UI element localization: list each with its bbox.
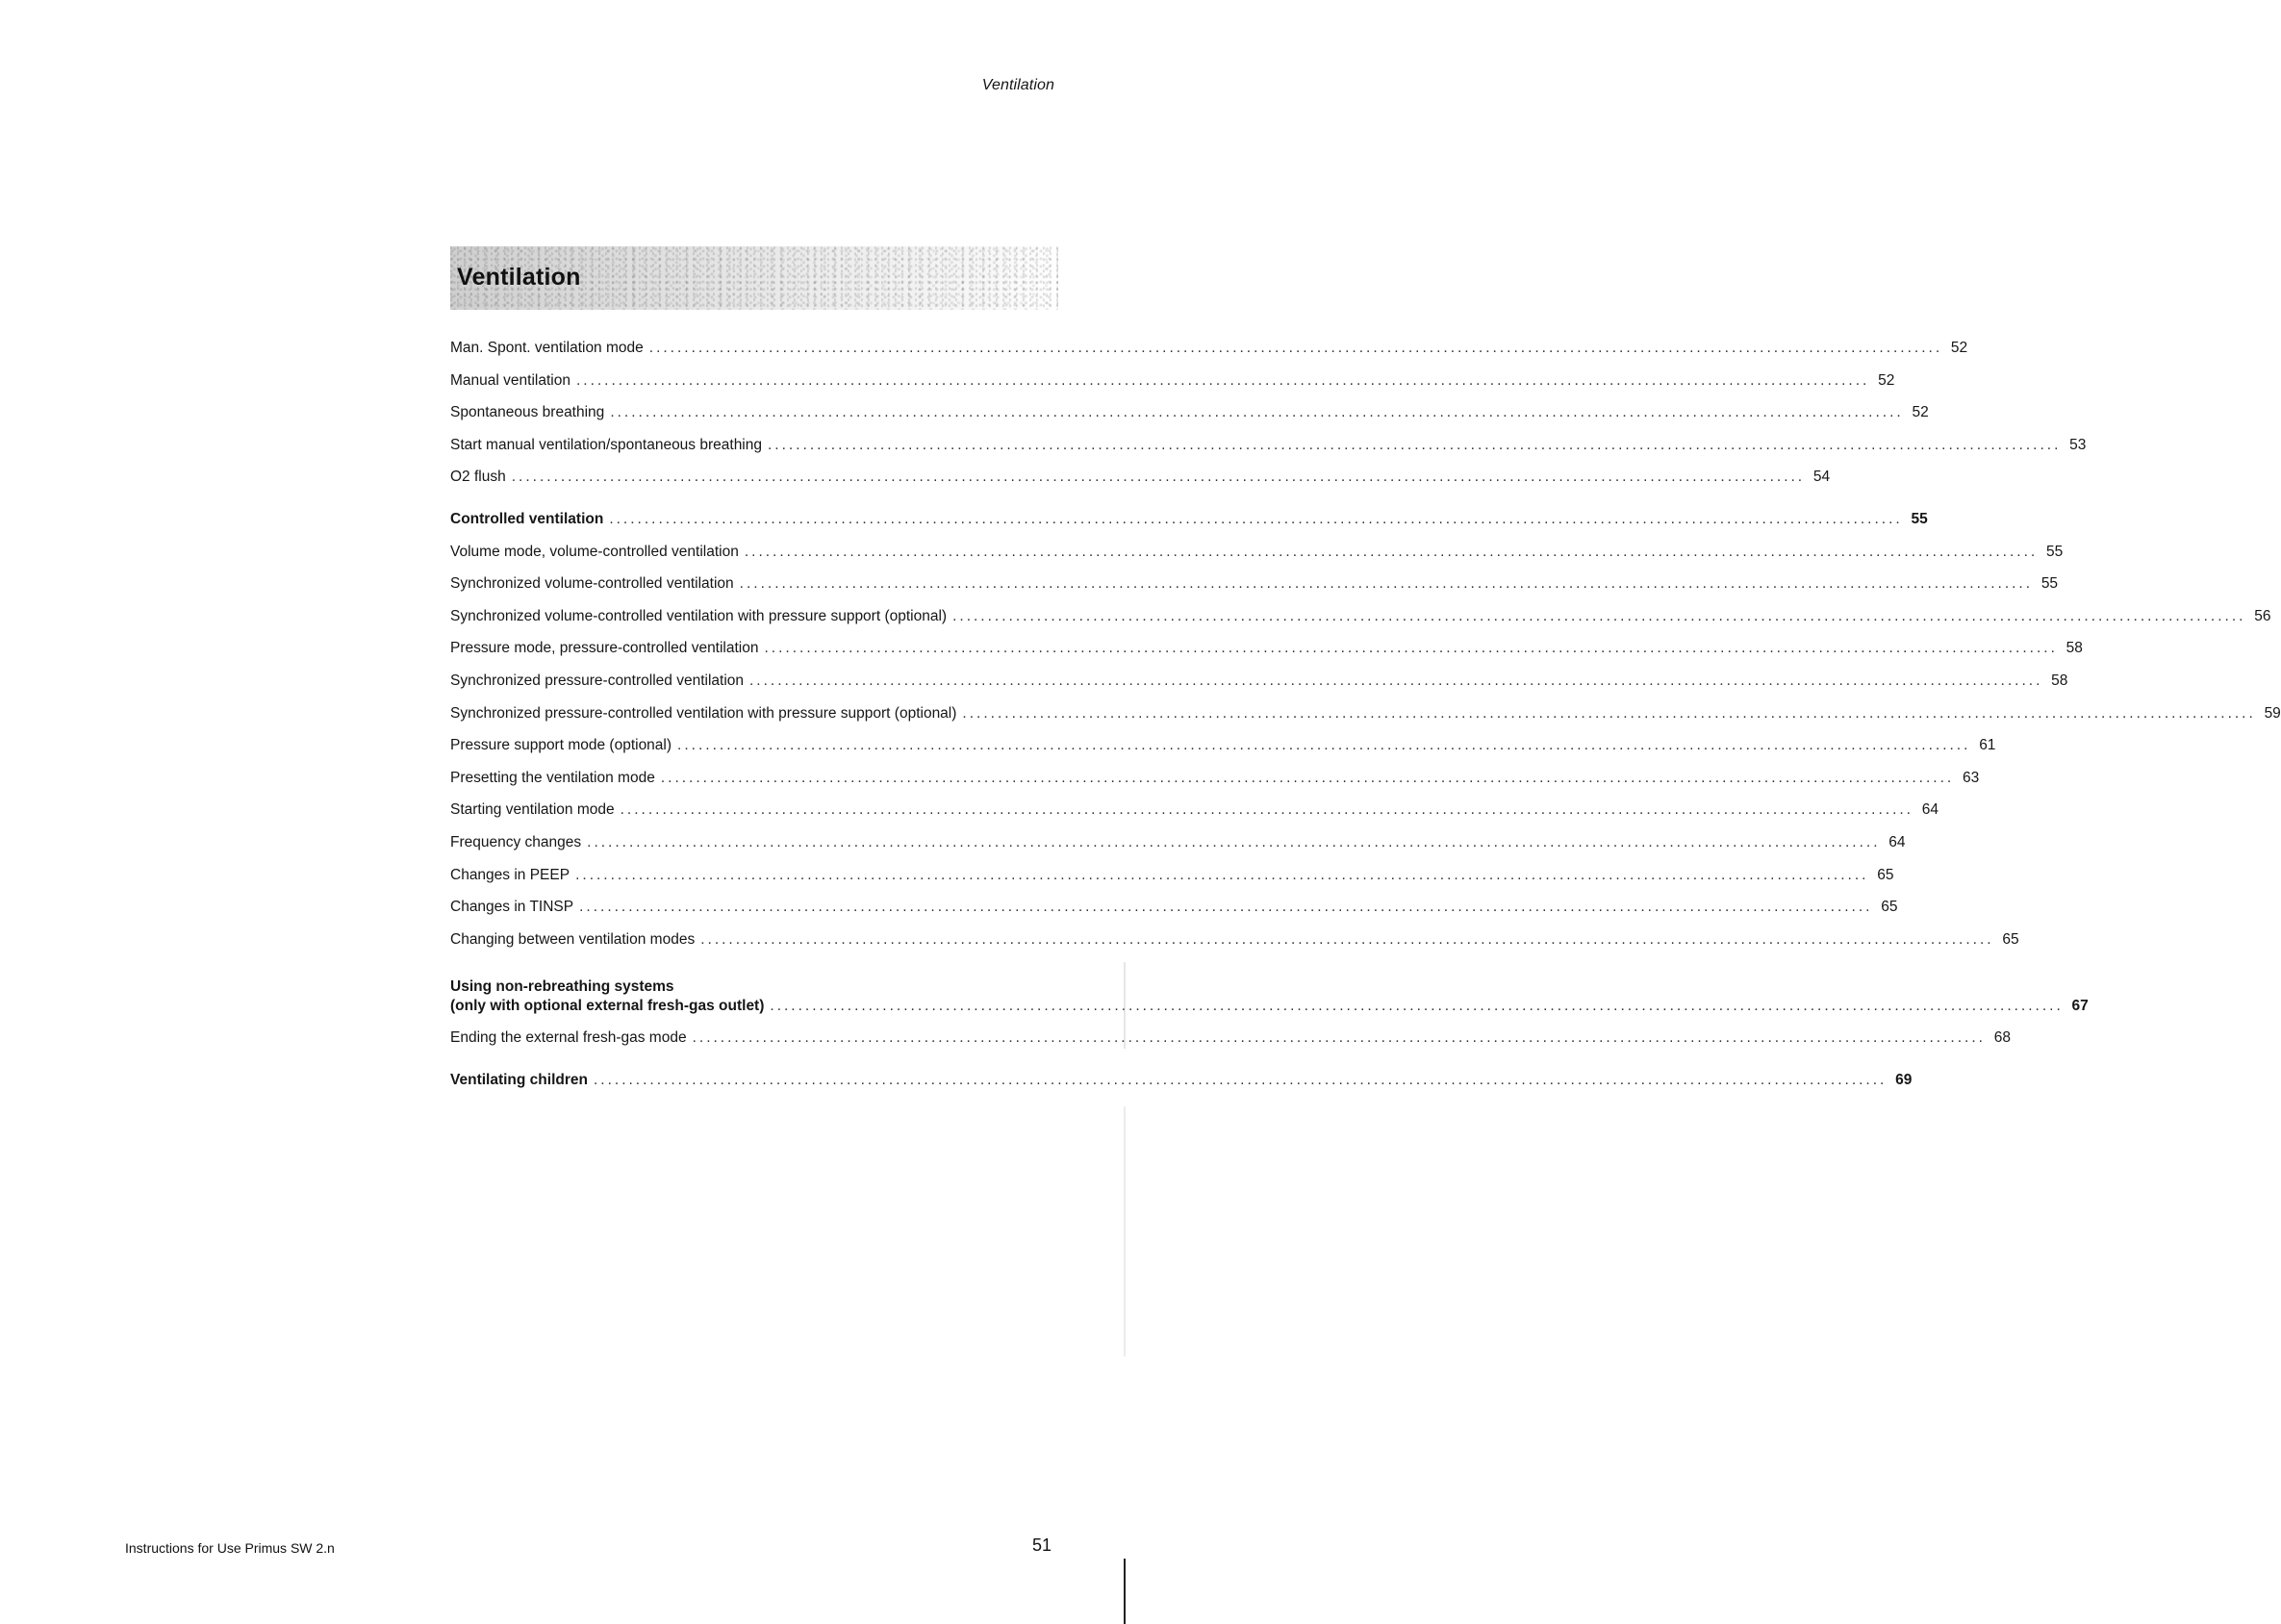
toc-entry-label: Ventilating children [450, 1071, 588, 1088]
toc-entry-label: O2 flush [450, 469, 506, 486]
toc-leader-dots [770, 997, 2063, 1016]
toc-entry-page: 58 [2066, 640, 2083, 657]
toc-entry-page: 55 [2040, 575, 2059, 593]
toc-leader-dots [576, 371, 1869, 391]
toc-entry-page: 55 [2045, 543, 2064, 560]
toc-leader-dots [740, 574, 2033, 594]
toc-leader-dots [749, 672, 2042, 691]
toc-entry-page: 69 [1895, 1071, 1913, 1088]
toc-leader-dots [512, 468, 1805, 487]
toc-entry-label: Spontaneous breathing [450, 404, 605, 421]
toc-entry[interactable] [450, 866, 1894, 899]
toc-entry-label-line1: Using non-rebreathing systems [450, 978, 674, 996]
toc-entry-page: 59 [2264, 704, 2281, 722]
toc-entry-label: Changes in PEEP [450, 866, 570, 883]
toc-leader-dots [575, 866, 1868, 885]
toc-entry-label: Controlled ventilation [450, 510, 604, 527]
footer-document-title: Instructions for Use Primus SW 2.n [125, 1540, 335, 1556]
toc-entry[interactable] [450, 769, 1980, 801]
toc-entry-label: Synchronized volume-controlled ventilation with pressure support (optional) [450, 607, 948, 624]
toc-entry-page: 65 [2002, 930, 2019, 948]
toc-entry-page: 64 [1921, 801, 1939, 819]
toc-leader-dots [768, 436, 2061, 455]
toc-entry-page: 52 [1950, 340, 1968, 356]
toc-entry[interactable] [450, 833, 1906, 866]
toc-leader-dots [693, 1028, 1986, 1048]
toc-entry[interactable] [450, 898, 1898, 930]
toc-leader-dots [594, 1071, 1887, 1090]
toc-entry-page: 68 [1993, 1029, 2011, 1047]
table-of-contents [450, 339, 2281, 1103]
toc-leader-dots [661, 769, 1954, 788]
running-header: Ventilation [981, 77, 1054, 93]
scan-edge-mark [1124, 1106, 1126, 1357]
toc-entry-label: Manual ventilation [450, 371, 570, 389]
toc-entry[interactable] [450, 468, 1831, 500]
toc-entry-label: Pressure support mode (optional) [450, 737, 672, 754]
toc-entry[interactable] [450, 930, 2019, 963]
toc-entry-page: 64 [1888, 833, 1906, 850]
toc-entry-label: Synchronized volume-controlled ventilation [450, 575, 734, 593]
toc-leader-dots [587, 833, 1880, 852]
toc-entry[interactable] [450, 800, 1939, 833]
toc-entry[interactable] [450, 574, 2059, 607]
toc-entry-page: 52 [1878, 371, 1895, 389]
toc-entry-heading[interactable] [450, 510, 1928, 543]
toc-leader-dots [952, 607, 2245, 626]
toc-entry-label: Starting ventilation mode [450, 801, 615, 819]
toc-entry-label: Start manual ventilation/spontaneous breathing [450, 436, 762, 453]
toc-leader-dots [765, 639, 2058, 658]
toc-entry[interactable] [450, 543, 2064, 575]
toc-entry[interactable] [450, 1028, 2011, 1061]
toc-entry-label: Frequency changes [450, 833, 582, 850]
toc-entry-label: Ending the external fresh-gas mode [450, 1029, 687, 1047]
footer-page-number: 51 [1031, 1535, 1052, 1555]
toc-leader-dots [962, 704, 2255, 723]
toc-entry[interactable] [450, 371, 1895, 404]
toc-entry-label: Man. Spont. ventilation mode [450, 340, 644, 356]
toc-entry-page: 58 [2051, 672, 2068, 689]
toc-leader-dots [621, 800, 1914, 820]
toc-leader-dots [610, 403, 1903, 422]
toc-entry-page: 65 [1877, 866, 1894, 883]
toc-entry-page: 63 [1962, 769, 1980, 786]
toc-entry-page: 65 [1881, 899, 1898, 916]
toc-leader-dots [745, 543, 2038, 562]
toc-entry-label: Presetting the ventilation mode [450, 769, 655, 786]
scan-edge-mark [1124, 1559, 1126, 1624]
toc-entry-page: 67 [2071, 998, 2089, 1015]
toc-entry-label: Synchronized pressure-controlled ventilation with pressure support (optional) [450, 704, 957, 722]
toc-entry[interactable] [450, 672, 2068, 704]
toc-entry-label [450, 977, 764, 1016]
toc-entry-heading[interactable] [450, 972, 2089, 1028]
toc-entry-page: 53 [2069, 436, 2087, 453]
section-banner [450, 246, 1058, 310]
toc-entry-label: Synchronized pressure-controlled ventilation [450, 672, 744, 689]
toc-entry-page: 55 [1911, 510, 1928, 527]
toc-entry-heading[interactable] [450, 1071, 1913, 1104]
toc-entry-label-line2: (only with optional external fresh-gas outlet) [450, 998, 765, 1015]
toc-entry-label: Changes in TINSP [450, 899, 574, 916]
section-title: Ventilation [457, 264, 581, 291]
toc-leader-dots [677, 736, 1970, 755]
toc-entry[interactable] [450, 639, 2083, 672]
toc-entry-page: 56 [2254, 607, 2271, 624]
toc-entry[interactable] [450, 339, 1968, 371]
toc-entry[interactable] [450, 607, 2271, 640]
toc-entry-label: Volume mode, volume-controlled ventilation [450, 543, 739, 560]
toc-entry-page: 54 [1812, 469, 1831, 486]
toc-entry[interactable] [450, 704, 2281, 737]
toc-leader-dots [700, 930, 1993, 950]
toc-leader-dots [579, 898, 1872, 917]
toc-entry-page: 52 [1912, 404, 1929, 421]
toc-leader-dots [609, 510, 1902, 529]
toc-entry-label: Pressure mode, pressure-controlled ventilation [450, 640, 759, 657]
toc-entry[interactable] [450, 436, 2087, 469]
toc-entry[interactable] [450, 403, 1929, 436]
scan-edge-mark [1124, 962, 1126, 1049]
toc-entry-page: 61 [1979, 737, 1996, 754]
toc-entry[interactable] [450, 736, 1996, 769]
toc-entry-label: Changing between ventilation modes [450, 930, 696, 948]
toc-leader-dots [649, 339, 1942, 358]
